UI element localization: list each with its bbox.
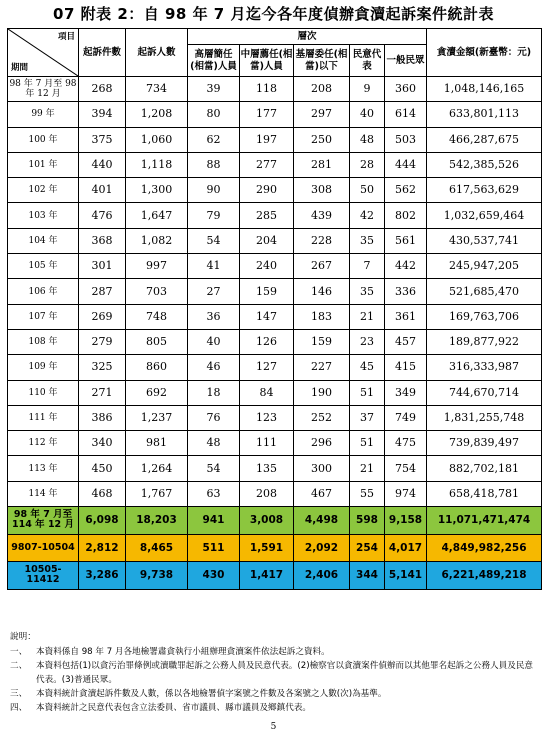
- note-number: 三、: [10, 689, 28, 699]
- cell-amount: 466,287,675: [427, 127, 542, 152]
- header-civilians: 一般民眾: [385, 45, 427, 77]
- cell-rep: 35: [350, 279, 385, 304]
- table-row: [8, 431, 542, 456]
- summary-cell-civ: 4,017: [385, 534, 427, 562]
- cell-period: 105 年: [8, 254, 79, 279]
- cell-persons: 1,118: [126, 152, 188, 177]
- cell-cases: 279: [79, 329, 126, 354]
- cell-persons: 1,647: [126, 203, 188, 228]
- cell-base: 297: [294, 102, 350, 127]
- cell-period: 101 年: [8, 152, 79, 177]
- cell-amount: 1,831,255,748: [427, 405, 542, 430]
- cell-rep: 51: [350, 431, 385, 456]
- table-row: [8, 456, 542, 481]
- summary-cell-amount: 6,221,489,218: [427, 562, 542, 590]
- cell-base: 308: [294, 178, 350, 203]
- cell-base: 296: [294, 431, 350, 456]
- cell-high: 41: [188, 254, 240, 279]
- cell-high: 46: [188, 355, 240, 380]
- cell-high: 62: [188, 127, 240, 152]
- cell-rep: 55: [350, 481, 385, 506]
- cell-period: 103 年: [8, 203, 79, 228]
- summary-cell-civ: 9,158: [385, 507, 427, 535]
- cell-rep: 37: [350, 405, 385, 430]
- statistics-table: [7, 28, 542, 590]
- header-base-level: 基層委任(相當)以下: [294, 45, 350, 77]
- cell-rep: 42: [350, 203, 385, 228]
- cell-period: 107 年: [8, 304, 79, 329]
- cell-period: 104 年: [8, 228, 79, 253]
- cell-base: 439: [294, 203, 350, 228]
- cell-rep: 21: [350, 304, 385, 329]
- cell-high: 54: [188, 228, 240, 253]
- cell-base: 267: [294, 254, 350, 279]
- table-row: [8, 481, 542, 506]
- cell-amount: 542,385,526: [427, 152, 542, 177]
- cell-high: 27: [188, 279, 240, 304]
- cell-civ: 361: [385, 304, 427, 329]
- note-number: 二、: [10, 661, 28, 671]
- cell-civ: 749: [385, 405, 427, 430]
- cell-amount: 1,032,659,464: [427, 203, 542, 228]
- cell-period: 114 年: [8, 481, 79, 506]
- corner-label-item: 項目: [57, 32, 75, 42]
- cell-rep: 50: [350, 178, 385, 203]
- cell-mid: 127: [240, 355, 294, 380]
- table-row: [8, 355, 542, 380]
- table-row: [8, 405, 542, 430]
- note-text: 本資料統計貪瀆起訴件數及人數，係以各地檢署偵字案號之件數及各案號之人數(次)為基準。: [36, 689, 387, 699]
- cell-amount: 245,947,205: [427, 254, 542, 279]
- summary-cell-mid: 1,417: [240, 562, 294, 590]
- table-row: [8, 329, 542, 354]
- cell-base: 228: [294, 228, 350, 253]
- cell-persons: 1,082: [126, 228, 188, 253]
- summary-cell-period: 9807-10504: [8, 534, 79, 562]
- summary-cell-base: 2,092: [294, 534, 350, 562]
- cell-persons: 981: [126, 431, 188, 456]
- summary-cell-mid: 1,591: [240, 534, 294, 562]
- cell-high: 18: [188, 380, 240, 405]
- cell-amount: 658,418,781: [427, 481, 542, 506]
- cell-base: 183: [294, 304, 350, 329]
- summary-row: [8, 562, 542, 590]
- cell-period: 100 年: [8, 127, 79, 152]
- cell-high: 63: [188, 481, 240, 506]
- cell-cases: 401: [79, 178, 126, 203]
- cell-civ: 360: [385, 77, 427, 102]
- cell-rep: 35: [350, 228, 385, 253]
- cell-period: 112 年: [8, 431, 79, 456]
- cell-amount: 189,877,922: [427, 329, 542, 354]
- table-row: [8, 254, 542, 279]
- cell-mid: 204: [240, 228, 294, 253]
- note-item: [10, 659, 540, 687]
- cell-base: 467: [294, 481, 350, 506]
- summary-cell-amount: 4,849,982,256: [427, 534, 542, 562]
- summary-cell-persons: 18,203: [126, 507, 188, 535]
- summary-cell-rep: 598: [350, 507, 385, 535]
- cell-mid: 240: [240, 254, 294, 279]
- summary-row: [8, 507, 542, 535]
- cell-cases: 440: [79, 152, 126, 177]
- summary-cell-rep: 254: [350, 534, 385, 562]
- table-row: [8, 77, 542, 102]
- summary-cell-cases: 2,812: [79, 534, 126, 562]
- cell-mid: 208: [240, 481, 294, 506]
- header-amount: 貪瀆金額(新臺幣：元): [427, 29, 542, 77]
- cell-cases: 271: [79, 380, 126, 405]
- header-mid-level: 中層薦任(相當)人員: [240, 45, 294, 77]
- summary-cell-base: 2,406: [294, 562, 350, 590]
- cell-amount: 744,670,714: [427, 380, 542, 405]
- cell-period: 102 年: [8, 178, 79, 203]
- table-row: [8, 228, 542, 253]
- cell-rep: 7: [350, 254, 385, 279]
- cell-amount: 617,563,629: [427, 178, 542, 203]
- cell-cases: 368: [79, 228, 126, 253]
- cell-cases: 476: [79, 203, 126, 228]
- cell-base: 208: [294, 77, 350, 102]
- summary-row: [8, 534, 542, 562]
- cell-cases: 450: [79, 456, 126, 481]
- cell-period: 109 年: [8, 355, 79, 380]
- cell-cases: 375: [79, 127, 126, 152]
- header-representatives: 民意代表: [350, 45, 385, 77]
- cell-civ: 442: [385, 254, 427, 279]
- corner-header: [8, 29, 79, 77]
- cell-amount: 633,801,113: [427, 102, 542, 127]
- cell-amount: 316,333,987: [427, 355, 542, 380]
- cell-persons: 1,767: [126, 481, 188, 506]
- cell-rep: 45: [350, 355, 385, 380]
- cell-period: 108 年: [8, 329, 79, 354]
- cell-base: 190: [294, 380, 350, 405]
- cell-civ: 349: [385, 380, 427, 405]
- cell-high: 79: [188, 203, 240, 228]
- cell-high: 36: [188, 304, 240, 329]
- cell-civ: 475: [385, 431, 427, 456]
- cell-mid: 118: [240, 77, 294, 102]
- cell-amount: 739,839,497: [427, 431, 542, 456]
- cell-rep: 48: [350, 127, 385, 152]
- summary-cell-persons: 9,738: [126, 562, 188, 590]
- cell-rep: 9: [350, 77, 385, 102]
- cell-cases: 287: [79, 279, 126, 304]
- cell-high: 39: [188, 77, 240, 102]
- cell-civ: 802: [385, 203, 427, 228]
- cell-persons: 1,208: [126, 102, 188, 127]
- cell-mid: 135: [240, 456, 294, 481]
- note-item: [10, 645, 540, 659]
- cell-mid: 111: [240, 431, 294, 456]
- cell-persons: 1,237: [126, 405, 188, 430]
- cell-high: 54: [188, 456, 240, 481]
- cell-high: 76: [188, 405, 240, 430]
- table-row: [8, 279, 542, 304]
- table-row: [8, 178, 542, 203]
- cell-base: 227: [294, 355, 350, 380]
- cell-rep: 51: [350, 380, 385, 405]
- cell-base: 159: [294, 329, 350, 354]
- cell-rep: 40: [350, 102, 385, 127]
- cell-persons: 692: [126, 380, 188, 405]
- cell-high: 80: [188, 102, 240, 127]
- cell-civ: 336: [385, 279, 427, 304]
- cell-high: 48: [188, 431, 240, 456]
- note-item: [10, 687, 540, 701]
- cell-mid: 159: [240, 279, 294, 304]
- cell-amount: 169,763,706: [427, 304, 542, 329]
- cell-cases: 340: [79, 431, 126, 456]
- summary-cell-rep: 344: [350, 562, 385, 590]
- notes-section: [10, 630, 540, 715]
- cell-amount: 1,048,146,165: [427, 77, 542, 102]
- cell-persons: 860: [126, 355, 188, 380]
- cell-base: 252: [294, 405, 350, 430]
- summary-cell-base: 4,498: [294, 507, 350, 535]
- table-row: [8, 152, 542, 177]
- cell-cases: 325: [79, 355, 126, 380]
- cell-mid: 123: [240, 405, 294, 430]
- cell-amount: 882,702,181: [427, 456, 542, 481]
- cell-persons: 1,264: [126, 456, 188, 481]
- header-levels-group: 層次: [188, 29, 427, 45]
- table-row: [8, 102, 542, 127]
- cell-base: 146: [294, 279, 350, 304]
- cell-cases: 386: [79, 405, 126, 430]
- table-row: [8, 304, 542, 329]
- cell-amount: 430,537,741: [427, 228, 542, 253]
- cell-cases: 269: [79, 304, 126, 329]
- note-item: [10, 701, 540, 715]
- summary-cell-high: 430: [188, 562, 240, 590]
- cell-mid: 290: [240, 178, 294, 203]
- page-number: 5: [270, 722, 277, 732]
- cell-base: 300: [294, 456, 350, 481]
- cell-rep: 21: [350, 456, 385, 481]
- summary-cell-high: 511: [188, 534, 240, 562]
- cell-persons: 1,060: [126, 127, 188, 152]
- summary-cell-amount: 11,071,471,474: [427, 507, 542, 535]
- cell-civ: 561: [385, 228, 427, 253]
- cell-cases: 301: [79, 254, 126, 279]
- cell-base: 250: [294, 127, 350, 152]
- cell-mid: 84: [240, 380, 294, 405]
- cell-mid: 147: [240, 304, 294, 329]
- summary-cell-civ: 5,141: [385, 562, 427, 590]
- header-high-level: 高層簡任(相當)人員: [188, 45, 240, 77]
- cell-civ: 614: [385, 102, 427, 127]
- cell-mid: 177: [240, 102, 294, 127]
- header-prosecuted-cases: 起訴件數: [79, 29, 126, 77]
- cell-mid: 126: [240, 329, 294, 354]
- cell-persons: 734: [126, 77, 188, 102]
- table-row: [8, 203, 542, 228]
- note-text: 本資料係自 98 年 7 月各地檢署肅貪執行小組辦理貪瀆案件依法起訴之資料。: [36, 647, 330, 657]
- summary-cell-cases: 6,098: [79, 507, 126, 535]
- cell-mid: 197: [240, 127, 294, 152]
- cell-high: 90: [188, 178, 240, 203]
- cell-civ: 562: [385, 178, 427, 203]
- summary-cell-persons: 8,465: [126, 534, 188, 562]
- cell-cases: 394: [79, 102, 126, 127]
- cell-high: 88: [188, 152, 240, 177]
- cell-persons: 748: [126, 304, 188, 329]
- summary-cell-cases: 3,286: [79, 562, 126, 590]
- cell-period: 111 年: [8, 405, 79, 430]
- cell-civ: 444: [385, 152, 427, 177]
- cell-cases: 268: [79, 77, 126, 102]
- note-text: 本資料包括(1)以貪污治罪條例或瀆職罪起訴之公務人員及民意代表。(2)檢察官以貪瀆案件偵辦而以其他罪名起訴之公務人員及民意代表。(3)普通民眾。: [36, 661, 534, 685]
- cell-civ: 415: [385, 355, 427, 380]
- note-number: 一、: [10, 647, 28, 657]
- summary-cell-high: 941: [188, 507, 240, 535]
- cell-persons: 1,300: [126, 178, 188, 203]
- cell-period: 110 年: [8, 380, 79, 405]
- summary-cell-mid: 3,008: [240, 507, 294, 535]
- cell-period: 98 年 7 月至 98 年 12 月: [8, 77, 79, 102]
- cell-period: 106 年: [8, 279, 79, 304]
- notes-heading: 說明：: [10, 632, 36, 642]
- cell-civ: 754: [385, 456, 427, 481]
- corner-label-period: 期間: [11, 63, 29, 73]
- cell-civ: 503: [385, 127, 427, 152]
- summary-cell-period: 98 年 7 月至 114 年 12 月: [8, 507, 79, 535]
- table-row: [8, 380, 542, 405]
- cell-persons: 805: [126, 329, 188, 354]
- table-row: [8, 127, 542, 152]
- cell-cases: 468: [79, 481, 126, 506]
- header-prosecuted-persons: 起訴人數: [126, 29, 188, 77]
- note-text: 本資料統計之民意代表包含立法委員、省市議員、縣市議員及鄉鎮代表。: [36, 703, 312, 713]
- cell-period: 99 年: [8, 102, 79, 127]
- cell-rep: 28: [350, 152, 385, 177]
- cell-period: 113 年: [8, 456, 79, 481]
- page-title: 07 附表 2：自 98 年 7 月迄今各年度偵辦貪瀆起訴案件統計表: [53, 5, 494, 23]
- cell-mid: 285: [240, 203, 294, 228]
- cell-civ: 974: [385, 481, 427, 506]
- cell-high: 40: [188, 329, 240, 354]
- note-number: 四、: [10, 703, 28, 713]
- cell-base: 281: [294, 152, 350, 177]
- cell-civ: 457: [385, 329, 427, 354]
- summary-cell-period: 10505-11412: [8, 562, 79, 590]
- cell-amount: 521,685,470: [427, 279, 542, 304]
- cell-mid: 277: [240, 152, 294, 177]
- cell-persons: 997: [126, 254, 188, 279]
- cell-rep: 23: [350, 329, 385, 354]
- cell-persons: 703: [126, 279, 188, 304]
